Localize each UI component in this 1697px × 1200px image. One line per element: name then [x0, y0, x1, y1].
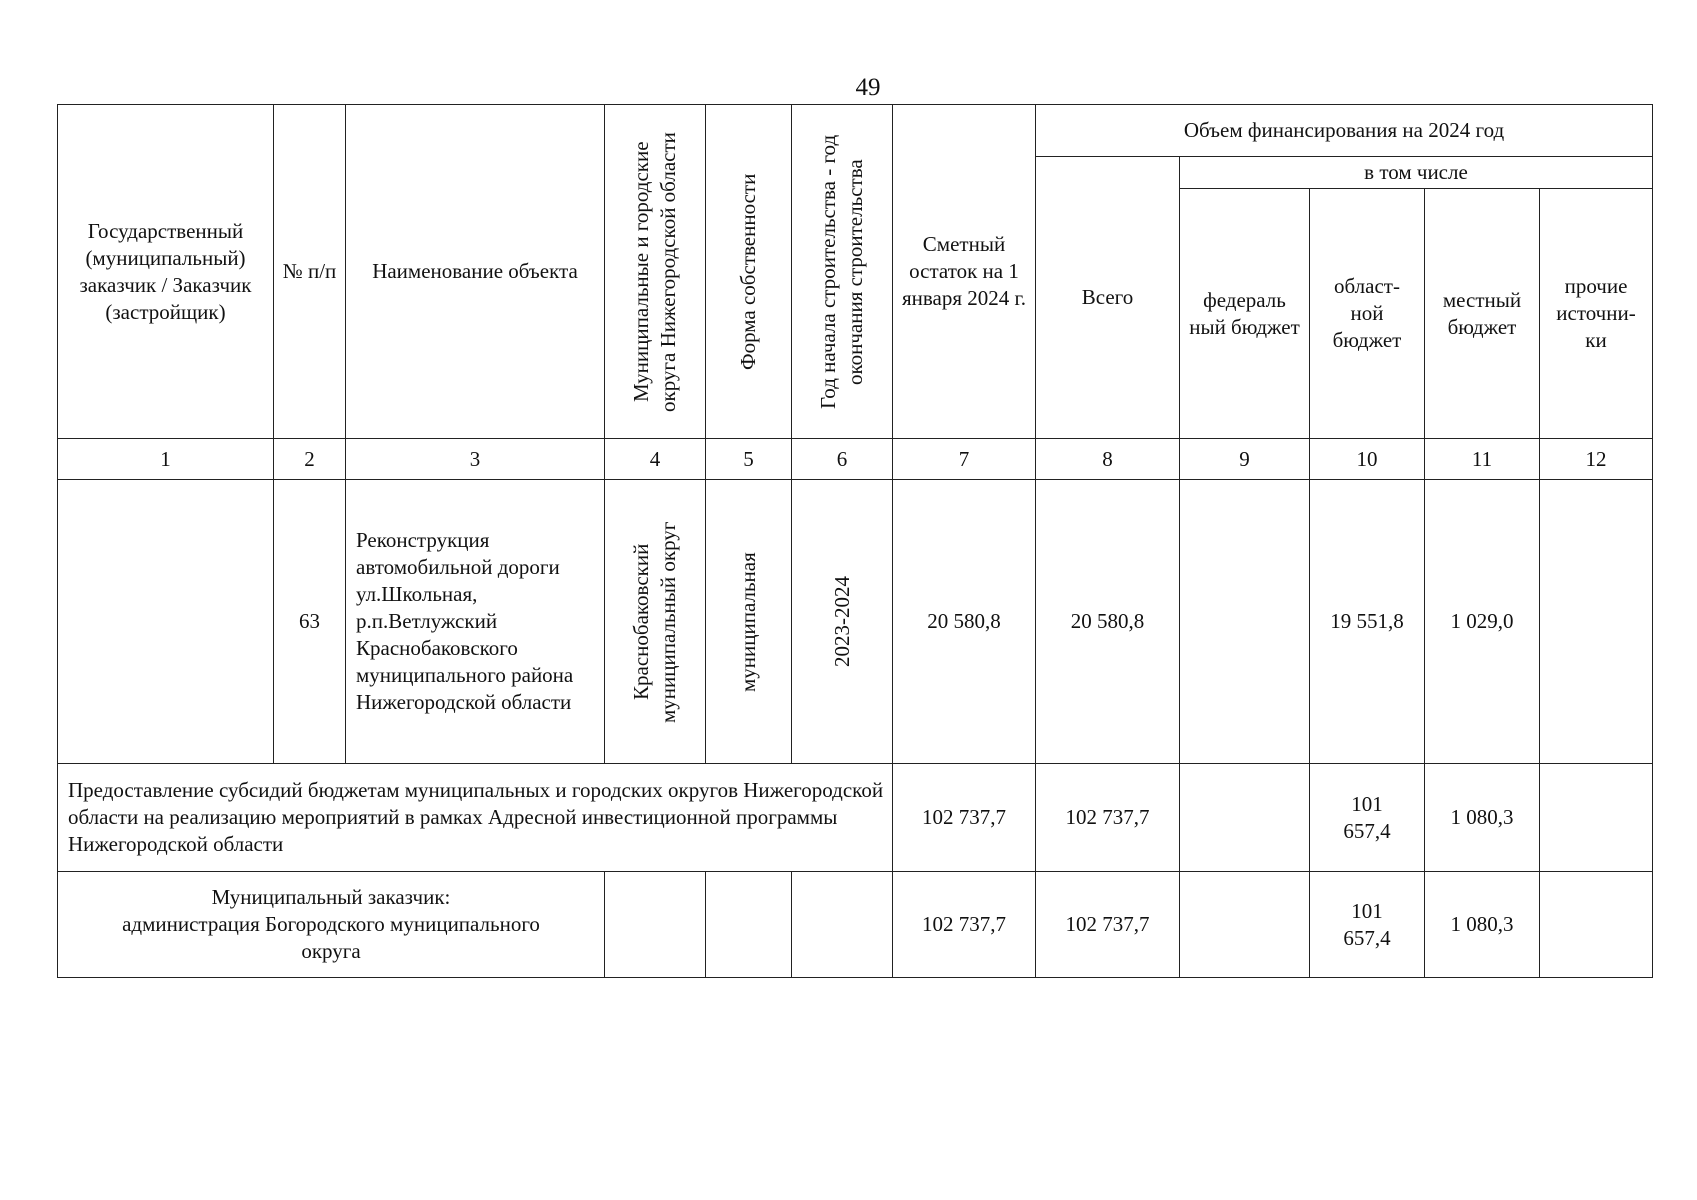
header-object-name: Наименование объекта [346, 105, 605, 439]
subsidy-regional [1310, 764, 1425, 872]
subsidy-row [58, 764, 1653, 872]
header-federal: федераль ный бюджет [1180, 189, 1310, 439]
municipal-customer-label [58, 872, 605, 978]
column-number-row [58, 439, 1653, 480]
column-number: 11 [1425, 439, 1540, 480]
object-row [58, 480, 1653, 764]
subsidy-total: 102 737,7 [1036, 764, 1180, 872]
municipal-customer-label-line1: Муниципальный заказчик: [211, 885, 451, 909]
object-years-text: 2023-2024 [829, 576, 854, 667]
municipal-customer-row [58, 872, 1653, 978]
column-number: 4 [605, 439, 706, 480]
object-local: 1 029,0 [1425, 480, 1540, 764]
object-customer [58, 480, 274, 764]
header-years-text: Год начала строительства - год окончания строительства [816, 134, 867, 409]
municipal-customer-regional-line2: 657,4 [1343, 925, 1391, 950]
object-ownership [706, 480, 792, 764]
municipal-customer-label-line3: округа [301, 939, 361, 963]
object-total: 20 580,8 [1036, 480, 1180, 764]
municipal-customer-federal [1180, 872, 1310, 978]
municipal-customer-estimate: 102 737,7 [893, 872, 1036, 978]
header-row-1 [58, 105, 1653, 157]
subsidy-estimate: 102 737,7 [893, 764, 1036, 872]
column-number: 1 [58, 439, 274, 480]
municipal-customer-other [1540, 872, 1653, 978]
header-municipal [605, 105, 706, 439]
subsidy-regional-line2: 657,4 [1343, 818, 1391, 843]
municipal-customer-label-line2: администрация Богородского муниципального [122, 912, 540, 936]
header-customer: Государственный (муниципальный) заказчик / Заказчик (застройщик) [58, 105, 274, 439]
header-other: прочие источни- ки [1540, 189, 1653, 439]
header-ownership-text: Форма собственности [736, 173, 760, 370]
header-years [792, 105, 893, 439]
column-number: 6 [792, 439, 893, 480]
column-number: 9 [1180, 439, 1310, 480]
object-estimate: 20 580,8 [893, 480, 1036, 764]
object-municipal [605, 480, 706, 764]
header-regional: област- ной бюджет [1310, 189, 1425, 439]
municipal-customer-col4 [605, 872, 706, 978]
header-local: местный бюджет [1425, 189, 1540, 439]
object-num: 63 [274, 480, 346, 764]
municipal-customer-regional [1310, 872, 1425, 978]
column-number: 3 [346, 439, 605, 480]
municipal-customer-total: 102 737,7 [1036, 872, 1180, 978]
municipal-customer-col6 [792, 872, 893, 978]
column-number: 2 [274, 439, 346, 480]
column-number: 10 [1310, 439, 1425, 480]
municipal-customer-col5 [706, 872, 792, 978]
header-num: № п/п [274, 105, 346, 439]
subsidy-other [1540, 764, 1653, 872]
object-other [1540, 480, 1653, 764]
object-regional: 19 551,8 [1310, 480, 1425, 764]
header-total: Всего [1036, 157, 1180, 439]
header-financing: Объем финансирования на 2024 год [1036, 105, 1653, 157]
subsidy-label: Предоставление субсидий бюджетам муниципальных и городских округов Нижегородской области на реализацию мероприятий в рамках Адресной инвестиционной программы Нижегородской области [58, 764, 893, 872]
column-number: 8 [1036, 439, 1180, 480]
header-municipal-text: Муниципальные и городские округа Нижегородской области [629, 131, 680, 412]
column-number: 12 [1540, 439, 1653, 480]
object-years [792, 480, 893, 764]
column-number: 7 [893, 439, 1036, 480]
page-number: 49 [855, 74, 881, 101]
column-number: 5 [706, 439, 792, 480]
subsidy-local: 1 080,3 [1425, 764, 1540, 872]
investment-program-table [57, 104, 1653, 978]
subsidy-federal [1180, 764, 1310, 872]
municipal-customer-local: 1 080,3 [1425, 872, 1540, 978]
header-estimate: Сметный остаток на 1 января 2024 г. [893, 105, 1036, 439]
subsidy-regional-line1: 101 [1351, 791, 1383, 816]
object-name: Реконструкция автомобильной дороги ул.Школьная, р.п.Ветлужский Краснобаковского муниципального района Нижегородской области [346, 480, 605, 764]
header-ownership [706, 105, 792, 439]
object-ownership-text: муниципальная [736, 551, 760, 692]
municipal-customer-regional-line1: 101 [1351, 898, 1383, 923]
object-municipal-text: Краснобаковский муниципальный округ [629, 520, 680, 723]
header-including: в том числе [1180, 157, 1653, 189]
object-federal [1180, 480, 1310, 764]
